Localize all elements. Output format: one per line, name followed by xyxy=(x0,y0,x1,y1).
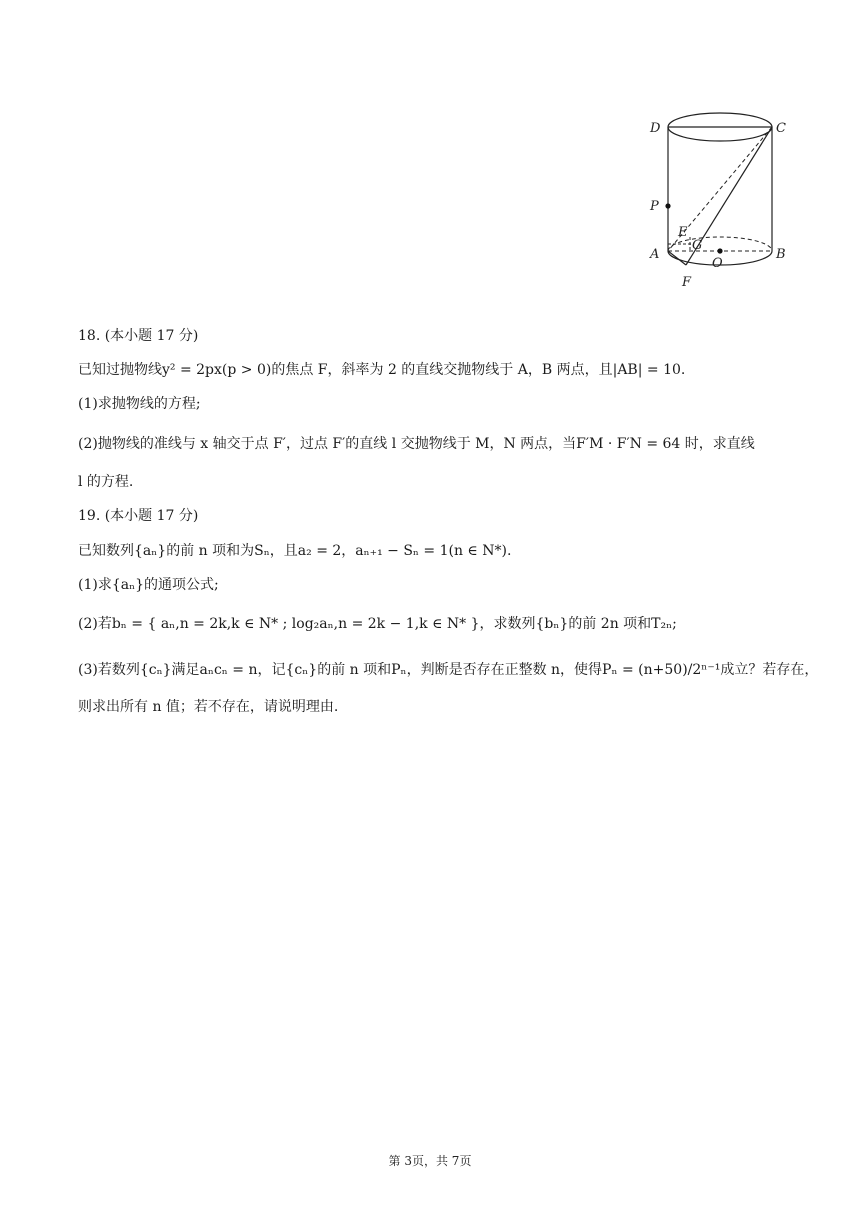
point-P xyxy=(665,203,670,208)
label-E: E xyxy=(678,225,688,240)
label-C: C xyxy=(776,121,786,136)
point-O xyxy=(717,248,722,253)
problem-18-part-1: (1)求抛物线的方程; xyxy=(78,396,201,412)
page-footer: 第 3页，共 7页 xyxy=(388,1154,472,1168)
problem-18-title: 18. (本小题 17 分) xyxy=(78,328,199,344)
problem-19-title: 19. (本小题 17 分) xyxy=(78,508,199,524)
label-B: B xyxy=(776,247,786,262)
problem-19-part-1: (1)求{aₙ}的通项公式; xyxy=(78,577,219,593)
problem-19-part-3-line-1: (3)若数列{cₙ}满足aₙcₙ = n，记{cₙ}的前 n 项和Pₙ，判断是否存在正整数 n，使得Pₙ = (n+50)/2ⁿ⁻¹成立？若存在， xyxy=(78,662,819,678)
label-D: D xyxy=(650,121,661,136)
problem-18-stem: 已知过抛物线y² = 2px(p > 0)的焦点 F，斜率为 2 的直线交抛物线于 A，B 两点，且|AB| = 10. xyxy=(78,362,686,378)
problem-18-part-2-line-2: l 的方程. xyxy=(78,474,134,490)
problem-18-part-2-line-1: (2)抛物线的准线与 x 轴交于点 F′，过点 F′的直线 l 交抛物线于 M，N 两点，当F′M · F′N = 64 时，求直线 xyxy=(78,436,755,452)
label-F: F xyxy=(682,275,692,290)
problem-19-stem: 已知数列{aₙ}的前 n 项和为Sₙ，且a₂ = 2，aₙ₊₁ − Sₙ = 1(n ∈ N*). xyxy=(78,543,512,559)
cylinder-figure xyxy=(640,108,800,292)
problem-19-part-3-line-2: 则求出所有 n 值；若不存在，请说明理由. xyxy=(78,699,339,715)
label-G: G xyxy=(692,238,703,253)
label-A: A xyxy=(650,247,660,262)
label-P: P xyxy=(650,199,659,214)
problem-19-part-2: (2)若bₙ = { aₙ,n = 2k,k ∈ N* ; log₂aₙ,n = 2k − 1,k ∈ N* }，求数列{bₙ}的前 2n 项和T₂ₙ; xyxy=(78,616,677,632)
segment-AF xyxy=(668,251,686,265)
cylinder-diagram xyxy=(640,108,800,292)
label-O: O xyxy=(712,256,723,271)
